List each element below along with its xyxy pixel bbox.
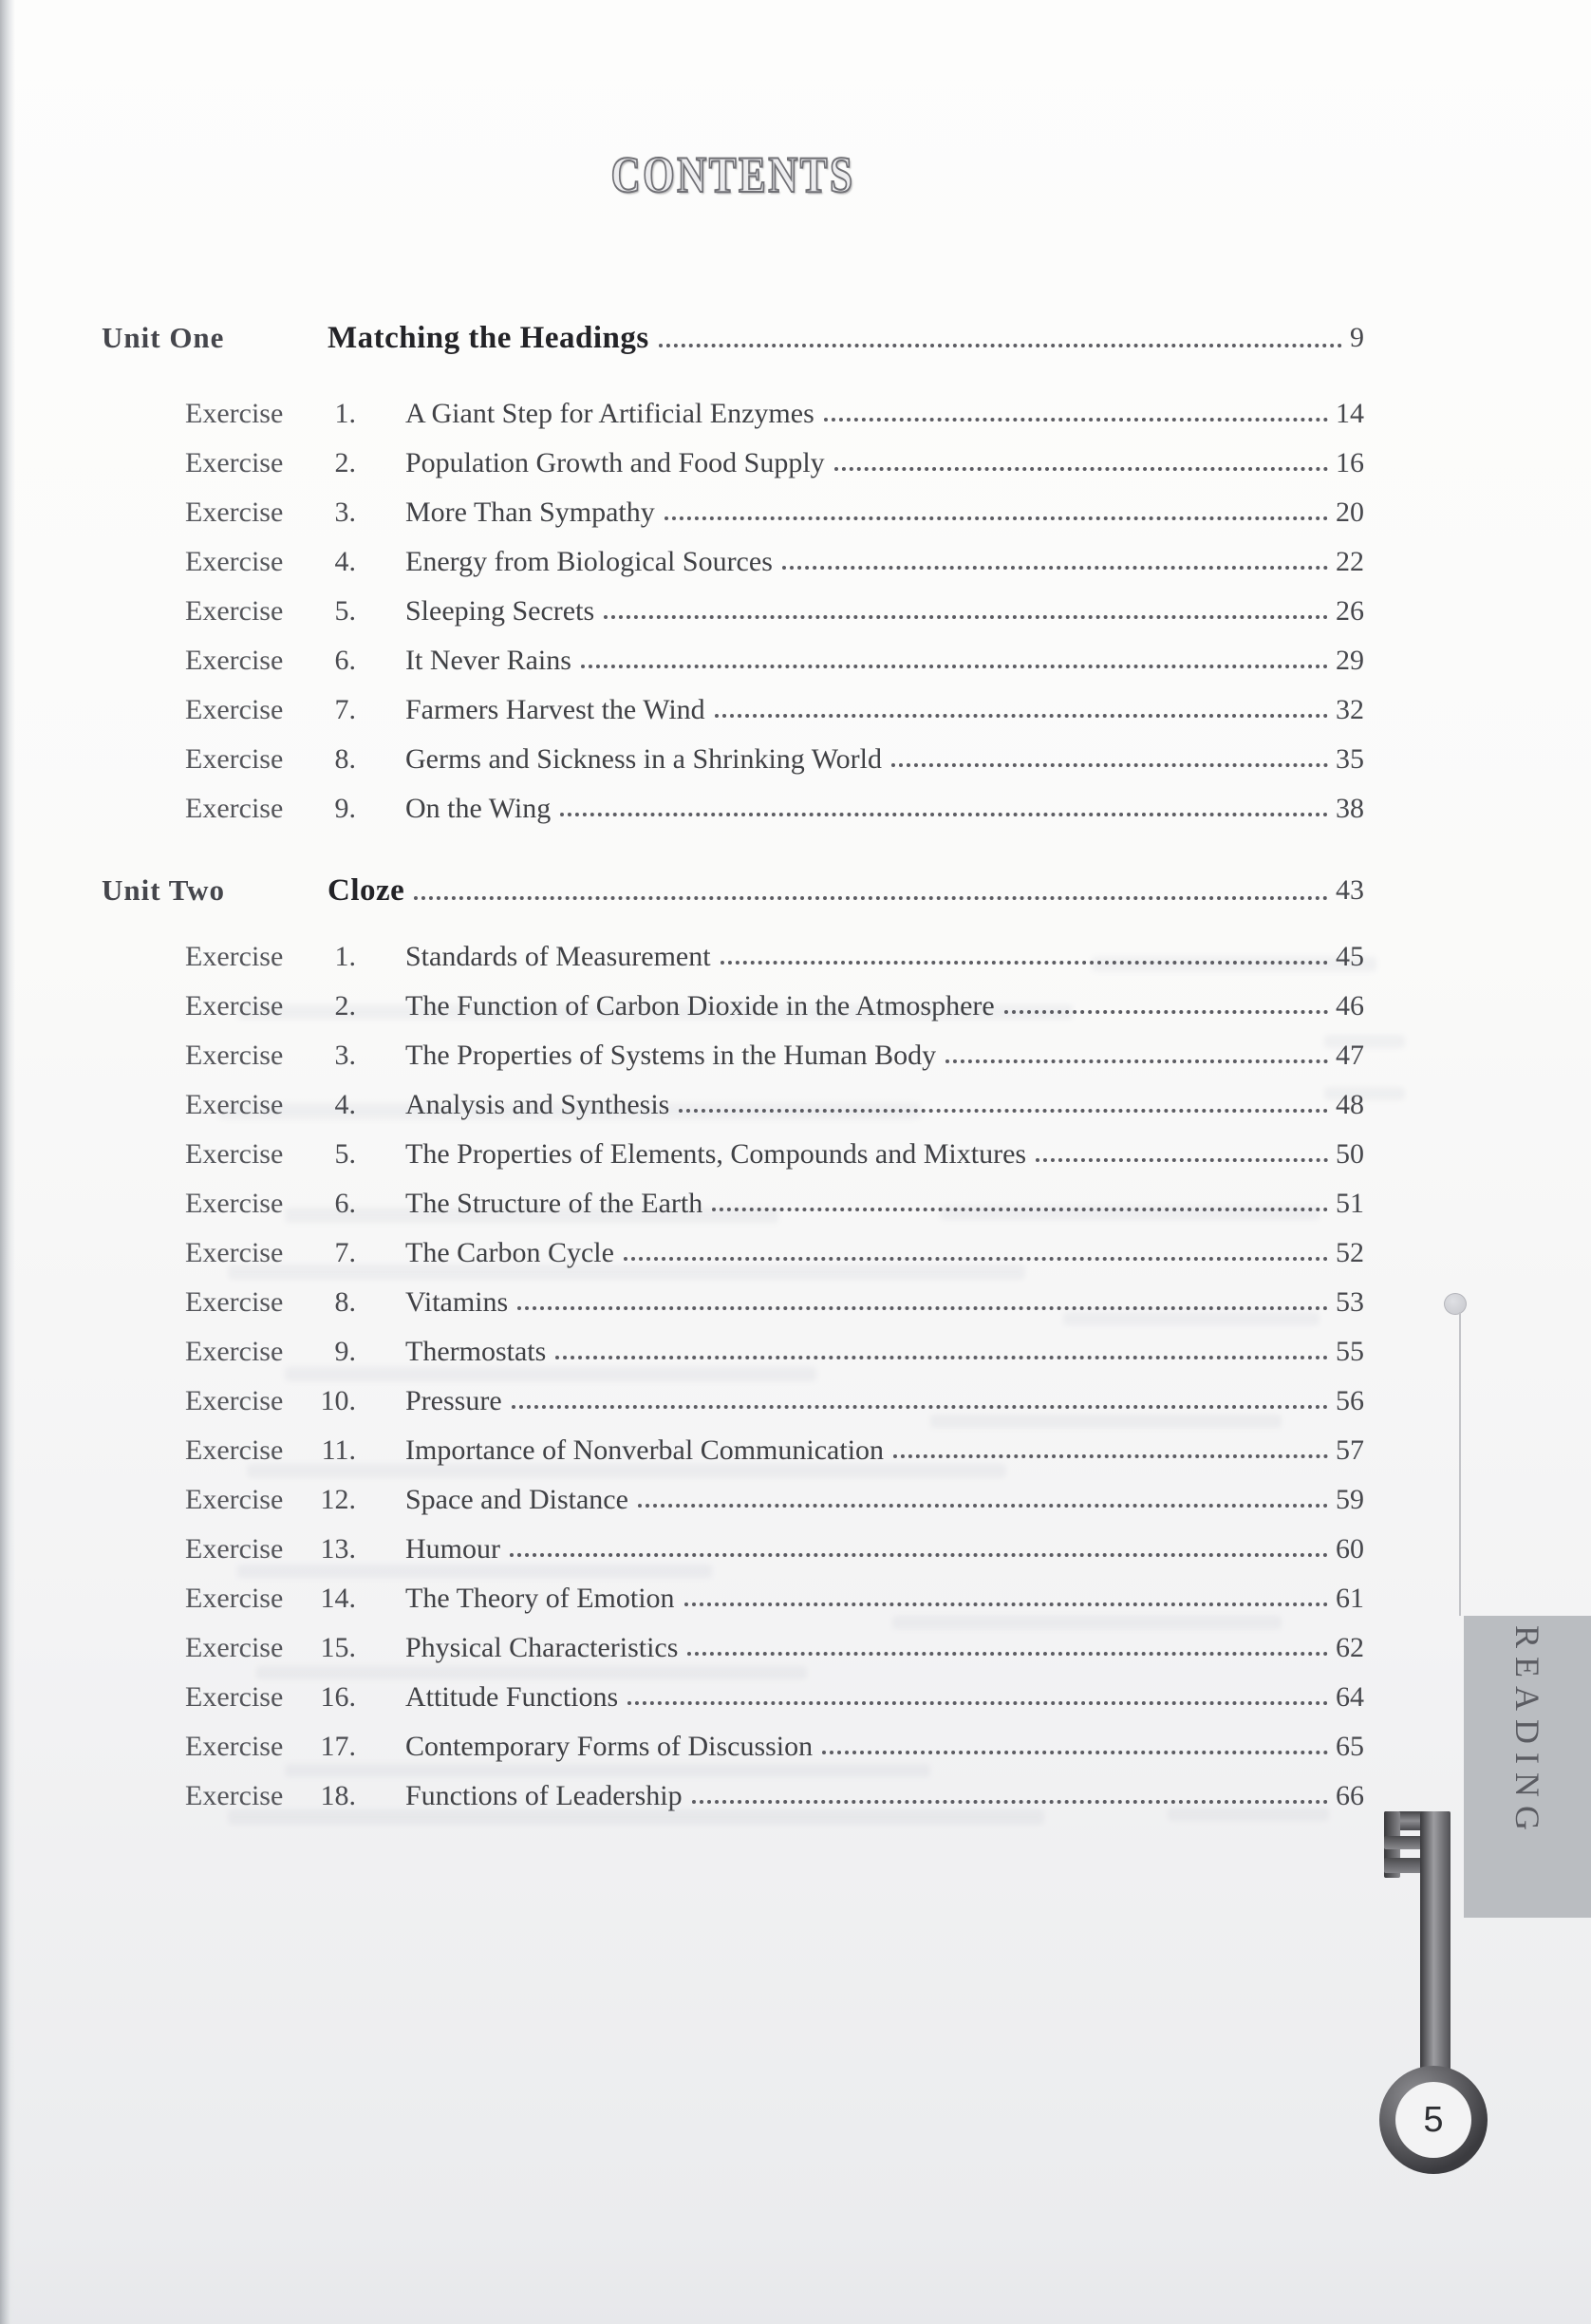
exercise-label: Exercise: [185, 1188, 284, 1219]
page-number: 61: [1336, 1583, 1364, 1614]
page-number: 59: [1336, 1484, 1364, 1515]
exercise-number: 5.: [334, 1138, 356, 1170]
exercise-number: 8.: [334, 1286, 356, 1318]
exercise-title: It Never Rains: [405, 645, 571, 676]
page-number: 57: [1336, 1434, 1364, 1466]
exercise-label: Exercise: [185, 1681, 284, 1713]
exercise-title: Pressure: [405, 1385, 502, 1416]
unit-one-entries: [102, 382, 1364, 826]
page-number: 52: [1336, 1237, 1364, 1268]
exercise-title: The Theory of Emotion: [405, 1583, 675, 1614]
page-number: 66: [1336, 1780, 1364, 1811]
toc-entry: [102, 1369, 1364, 1418]
page-number: 56: [1336, 1385, 1364, 1416]
exercise-label: Exercise: [185, 1385, 284, 1416]
exercise-label: Exercise: [185, 743, 284, 775]
exercise-label: Exercise: [185, 546, 284, 577]
exercise-number: 14.: [320, 1583, 356, 1614]
exercise-label: Exercise: [185, 1533, 284, 1565]
dot-leader: [893, 1454, 1328, 1458]
dot-leader: [891, 763, 1328, 767]
exercise-number: 1.: [334, 398, 356, 429]
exercise-label: Exercise: [185, 990, 284, 1021]
exercise-title: Sleeping Secrets: [405, 595, 595, 627]
toc-entry: [102, 1418, 1364, 1468]
page-number: 38: [1336, 793, 1364, 824]
exercise-label: Exercise: [185, 398, 284, 429]
page-number: 60: [1336, 1533, 1364, 1565]
exercise-number: 13.: [320, 1533, 356, 1565]
dot-leader: [604, 615, 1328, 619]
exercise-label: Exercise: [185, 1632, 284, 1663]
page-number: 55: [1336, 1336, 1364, 1367]
dot-leader: [581, 665, 1328, 668]
dot-leader: [638, 1504, 1328, 1508]
exercise-number: 10.: [320, 1385, 356, 1416]
exercise-label: Exercise: [185, 447, 284, 478]
toc-entry: [102, 925, 1364, 974]
dot-leader: [510, 1553, 1328, 1557]
exercise-title: Functions of Leadership: [405, 1780, 683, 1811]
exercise-label: Exercise: [185, 1731, 284, 1762]
dot-leader: [624, 1257, 1328, 1261]
toc-entry: [102, 431, 1364, 480]
dot-leader: [715, 714, 1328, 718]
page-number: 14: [1336, 398, 1364, 429]
dot-leader: [834, 467, 1328, 471]
exercise-number: 4.: [334, 1089, 356, 1120]
exercise-label: Exercise: [185, 1336, 284, 1367]
exercise-title: Thermostats: [405, 1336, 547, 1367]
exercise-number: 16.: [320, 1681, 356, 1713]
toc-entry: [102, 579, 1364, 628]
exercise-label: Exercise: [185, 941, 284, 972]
table-of-contents: [102, 0, 1364, 1813]
toc-entry: [102, 382, 1364, 431]
dot-leader: [627, 1701, 1328, 1705]
toc-entry: [102, 1320, 1364, 1369]
toc-entry: [102, 678, 1364, 727]
exercise-title: Analysis and Synthesis: [405, 1089, 670, 1120]
page-number: 47: [1336, 1040, 1364, 1071]
toc-entry: [102, 1270, 1364, 1320]
toc-entry: [102, 1616, 1364, 1665]
toc-entry: [102, 1221, 1364, 1270]
exercise-title: Standards of Measurement: [405, 941, 711, 972]
page-number-badge: [1395, 2082, 1471, 2158]
toc-entry: [102, 1171, 1364, 1221]
page-number: 51: [1336, 1188, 1364, 1219]
page-number: 48: [1336, 1089, 1364, 1120]
toc-entry: [102, 727, 1364, 777]
exercise-title: The Properties of Elements, Compounds and Mixtures: [405, 1138, 1027, 1170]
exercise-title: The Function of Carbon Dioxide in the Atmosphere: [405, 990, 995, 1021]
page-number: 35: [1336, 743, 1364, 775]
exercise-number: 12.: [320, 1484, 356, 1515]
exercise-number: 15.: [320, 1632, 356, 1663]
toc-entry: [102, 530, 1364, 579]
exercise-label: Exercise: [185, 595, 284, 627]
toc-entry: [102, 1665, 1364, 1715]
toc-entry: [102, 1715, 1364, 1764]
exercise-number: 2.: [334, 447, 356, 478]
exercise-title: Attitude Functions: [405, 1681, 619, 1713]
dot-leader: [684, 1602, 1328, 1606]
toc-entry: [102, 974, 1364, 1023]
exercise-title: On the Wing: [405, 793, 552, 824]
exercise-label: Exercise: [185, 1237, 284, 1268]
toc-entry: [102, 480, 1364, 530]
dot-leader: [1036, 1158, 1328, 1162]
exercise-label: Exercise: [185, 1780, 284, 1811]
exercise-title: Farmers Harvest the Wind: [405, 694, 705, 725]
toc-entry: [102, 1122, 1364, 1171]
dot-leader: [782, 566, 1328, 570]
toc-entry: [102, 1566, 1364, 1616]
exercise-number: 2.: [334, 990, 356, 1021]
unit-name: Unit One: [102, 321, 225, 354]
exercise-title: The Properties of Systems in the Human Body: [405, 1040, 937, 1071]
dot-leader: [517, 1306, 1328, 1310]
page-number: 9: [1350, 322, 1364, 353]
unit-name: Unit Two: [102, 873, 226, 907]
exercise-label: Exercise: [185, 497, 284, 528]
exercise-title: A Giant Step for Artificial Enzymes: [405, 398, 814, 429]
dot-leader: [560, 813, 1328, 816]
exercise-number: 3.: [334, 497, 356, 528]
exercise-label: Exercise: [185, 1040, 284, 1071]
exercise-number: 18.: [320, 1780, 356, 1811]
page-number: 29: [1336, 645, 1364, 676]
dot-leader: [512, 1405, 1328, 1409]
page-number: 32: [1336, 694, 1364, 725]
exercise-title: Vitamins: [405, 1286, 509, 1318]
exercise-label: Exercise: [185, 1138, 284, 1170]
exercise-title: Humour: [405, 1533, 500, 1565]
exercise-title: Importance of Nonverbal Communication: [405, 1434, 885, 1466]
section-tab-label: READING: [1508, 1625, 1546, 1839]
exercise-number: 11.: [321, 1434, 356, 1466]
exercise-title: The Structure of the Earth: [405, 1188, 703, 1219]
page-number: 20: [1336, 497, 1364, 528]
exercise-label: Exercise: [185, 1089, 284, 1120]
tab-marker-dot: [1444, 1293, 1467, 1315]
page-number: 53: [1336, 1286, 1364, 1318]
dot-leader: [1004, 1010, 1328, 1014]
page-number: 26: [1336, 595, 1364, 627]
dot-leader: [679, 1109, 1328, 1113]
dot-leader: [414, 896, 1328, 900]
page-number: 43: [1336, 874, 1364, 906]
exercise-title: More Than Sympathy: [405, 497, 655, 528]
toc-entry: [102, 777, 1364, 826]
exercise-title: Space and Distance: [405, 1484, 628, 1515]
exercise-title: The Carbon Cycle: [405, 1237, 614, 1268]
exercise-label: Exercise: [185, 1434, 284, 1466]
exercise-label: Exercise: [185, 1583, 284, 1614]
dot-leader: [555, 1356, 1328, 1359]
exercise-number: 9.: [334, 1336, 356, 1367]
page-number: 65: [1336, 1731, 1364, 1762]
toc-entry: [102, 628, 1364, 678]
exercise-number: 17.: [320, 1731, 356, 1762]
dot-leader: [712, 1208, 1328, 1211]
key-shaft: [1420, 1811, 1451, 2089]
dot-leader: [692, 1800, 1328, 1804]
toc-entry: [102, 1468, 1364, 1517]
toc-entry: [102, 1073, 1364, 1122]
exercise-number: 6.: [334, 1188, 356, 1219]
exercise-number: 5.: [334, 595, 356, 627]
dot-leader: [721, 961, 1328, 965]
exercise-title: Physical Characteristics: [405, 1632, 679, 1663]
exercise-title: Population Growth and Food Supply: [405, 447, 825, 478]
toc-entry: [102, 1517, 1364, 1566]
page-number: 46: [1336, 990, 1364, 1021]
unit-header: [102, 870, 1364, 911]
exercise-number: 7.: [334, 1237, 356, 1268]
dot-leader: [687, 1652, 1328, 1656]
page-title: CONTENTS: [610, 146, 855, 203]
toc-entry: [102, 1764, 1364, 1813]
unit-heading: Matching the Headings: [328, 321, 649, 355]
section-tab-reading: [1464, 1616, 1591, 1918]
page-number: 64: [1336, 1681, 1364, 1713]
folio-page-number: 5: [1423, 2099, 1444, 2140]
toc-entry: [102, 1023, 1364, 1073]
unit-header: [102, 317, 1364, 359]
exercise-label: Exercise: [185, 645, 284, 676]
exercise-number: 1.: [334, 941, 356, 972]
exercise-label: Exercise: [185, 1484, 284, 1515]
dot-leader: [664, 516, 1328, 520]
dot-leader: [824, 418, 1328, 422]
dot-leader: [659, 344, 1342, 347]
exercise-title: Germs and Sickness in a Shrinking World: [405, 743, 882, 775]
dot-leader: [822, 1751, 1328, 1754]
page-number: 62: [1336, 1632, 1364, 1663]
page-number: 50: [1336, 1138, 1364, 1170]
exercise-title: Contemporary Forms of Discussion: [405, 1731, 814, 1762]
exercise-number: 9.: [334, 793, 356, 824]
exercise-label: Exercise: [185, 694, 284, 725]
page-number: 16: [1336, 447, 1364, 478]
unit-two-entries: [102, 925, 1364, 1813]
exercise-number: 7.: [334, 694, 356, 725]
exercise-label: Exercise: [185, 793, 284, 824]
exercise-number: 6.: [334, 645, 356, 676]
exercise-title: Energy from Biological Sources: [405, 546, 773, 577]
unit-heading: Cloze: [328, 873, 405, 908]
exercise-label: Exercise: [185, 1286, 284, 1318]
dot-leader: [945, 1059, 1328, 1063]
exercise-number: 3.: [334, 1040, 356, 1071]
exercise-number: 8.: [334, 743, 356, 775]
page-number: 22: [1336, 546, 1364, 577]
exercise-number: 4.: [334, 546, 356, 577]
tab-connector-line: [1459, 1312, 1461, 1616]
page-edge-shadow: [0, 0, 15, 2324]
page-number: 45: [1336, 941, 1364, 972]
